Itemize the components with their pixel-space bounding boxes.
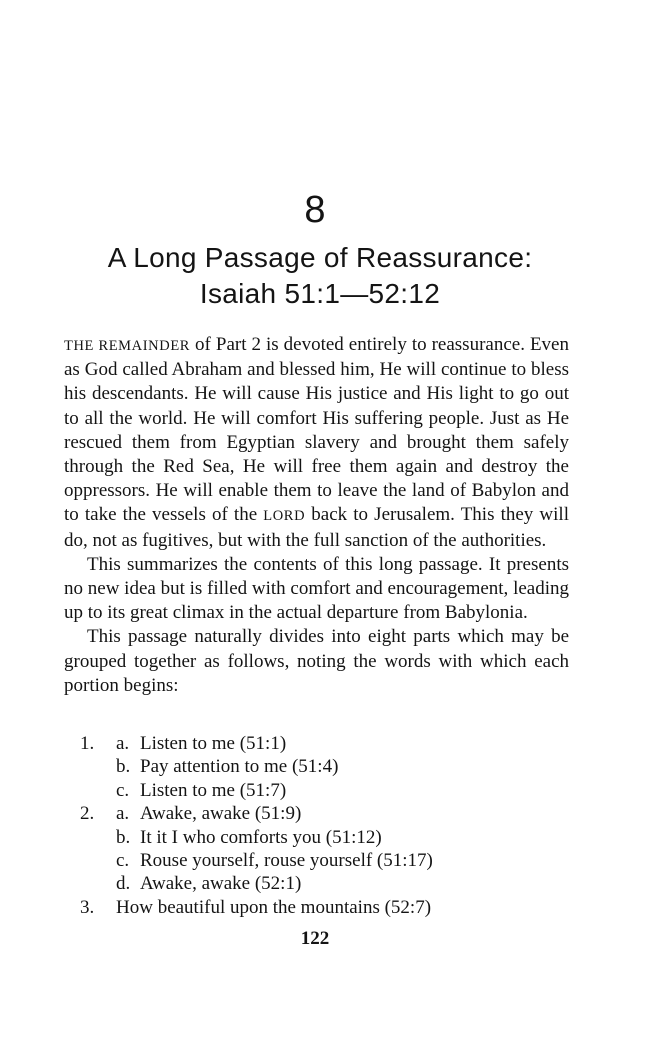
outline-text: Listen to me (51:1) [140,733,287,754]
outline-item [64,826,569,849]
chapter-title-line-2: Isaiah 51:1—52:12 [199,278,441,309]
outline-number: 2. [80,803,95,825]
outline-item [64,755,569,778]
outline-item [64,872,569,895]
outline-text: It it I who comforts you (51:12) [140,826,382,848]
paragraph-division: This passage naturally divides into eight parts which may be grouped together as follows, noting the words with which each portion begins: [64,626,569,696]
outline-letter: d. [116,873,131,895]
outline-item [64,779,569,802]
lord-small-caps: LORD [263,508,306,525]
outline-letter: c. [116,849,130,871]
chapter-number: 8 [304,189,326,231]
outline-text: How beautiful upon the mountains (52:7) [116,896,432,918]
paragraph-intro [64,333,569,553]
outline-item [64,732,569,755]
outline-number: 3. [80,896,95,918]
body-text [64,333,569,698]
outline-text: Listen to me (51:7) [140,779,287,801]
outline-item [64,896,569,919]
outline-letter: a. [116,733,130,754]
outline-item [64,802,569,825]
outline-letter: a. [116,803,130,825]
paragraph-summary: This summarizes the contents of this long passage. It presents no new idea but is filled with comfort and encouragement, leading up to its great climax in the actual departure from Babylonia. [64,553,569,624]
outline-letter: b. [116,826,131,848]
outline-letter: c. [116,779,130,801]
outline-number: 1. [80,733,95,754]
chapter-title-line-1: A Long Passage of Reassurance: [107,242,533,273]
paragraph-intro-part-2: back to Jerusalem. This they will do, not as fugitives, but with the full sanction of the authorities. [64,504,569,551]
outline-text: Awake, awake (51:9) [140,803,302,825]
chapter-title [60,240,580,312]
outline-letter: b. [116,756,131,778]
outline-item [64,849,569,872]
outline-text: Pay attention to me (51:4) [140,756,339,778]
outline-text: Awake, awake (52:1) [140,873,302,895]
lead-in-small-caps: THE REMAINDER [64,338,191,354]
outline-text: Rouse yourself, rouse yourself (51:17) [140,849,433,871]
page-number: 122 [300,928,330,949]
paragraph-intro-part-1: of Part 2 is devoted entirely to reassurance. Even as God called Abraham and blessed him, He will continue to bless his descendants. He will cause His justice and His light to go out to all the world. He will comfort His suffering people. Just as He rescued them from Egyptian slavery and brought them safely through the Red Sea, He will free them again and destroy the oppressors. He will enable them to leave the land of Babylon and to take the vessels of the [64,334,569,526]
passage-outline [64,732,569,919]
